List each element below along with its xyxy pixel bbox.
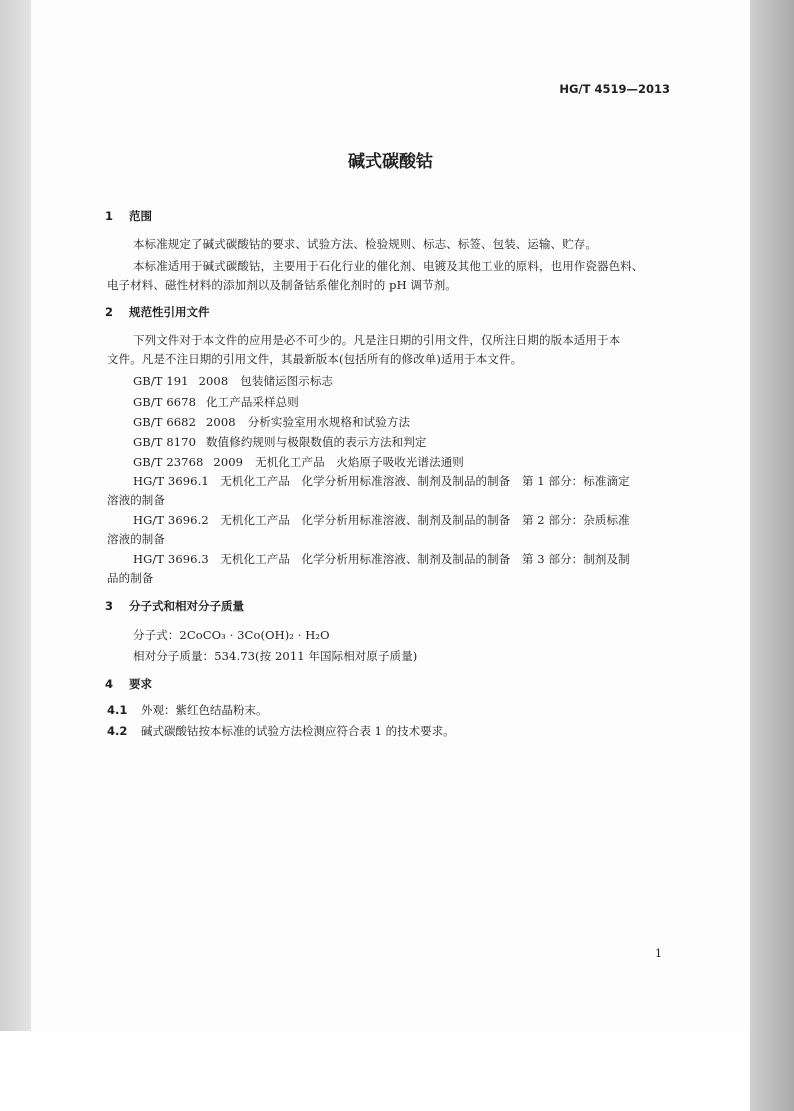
reference-code: GB/T 6682 [133, 415, 197, 429]
section-title: 规范性引用文件 [129, 305, 210, 319]
reference-code: GB/T 6678 [133, 395, 197, 409]
item-number: 4.2 [107, 724, 128, 738]
section-4-heading [105, 676, 152, 692]
item-text: 碱式碳酸钴按本标准的试验方法检测应符合表 1 的技术要求。 [141, 724, 455, 738]
section-1-heading [105, 208, 152, 224]
item-number: 4.1 [107, 703, 128, 717]
reference-line: 溶液的制备 [107, 532, 165, 546]
scan-right-margin [750, 0, 794, 1111]
reference-item [133, 414, 410, 430]
reference-item [133, 373, 333, 389]
section-number: 1 [105, 209, 114, 223]
document-title: 碱式碳酸钴 [348, 152, 433, 172]
requirement-item [107, 702, 268, 718]
reference-code: GB/T 191 [133, 374, 189, 388]
reference-line: HG/T 3696.2 无机化工产品 化学分析用标准溶液、制剂及制品的制备 第 2 部分：杂质标准 [133, 513, 630, 527]
reference-title: 化工产品采样总则 [206, 395, 299, 409]
reference-year: 2009 [213, 455, 244, 469]
reference-code: GB/T 8170 [133, 435, 197, 449]
requirement-item [107, 723, 455, 739]
paragraph-line: 本标准规定了碱式碳酸钴的要求、试验方法、检验规则、标志、标签、包装、运输、贮存。 [133, 237, 597, 251]
section-title: 要求 [129, 677, 152, 691]
section-number: 2 [105, 305, 114, 319]
document-page [31, 0, 750, 1031]
reference-title: 包装储运图示标志 [240, 374, 334, 388]
section-title: 分子式和相对分子质量 [129, 599, 244, 613]
scan-bottom-margin [0, 1031, 750, 1111]
reference-title: 数值修约规则与极限数值的表示方法和判定 [206, 435, 427, 449]
scan-left-margin [0, 0, 31, 1031]
paragraph-line: 本标准适用于碱式碳酸钴，主要用于石化行业的催化剂、电镀及其他工业的原料，也用作瓷器色料、 [133, 259, 644, 273]
reference-item [133, 454, 464, 470]
reference-code: GB/T 23768 [133, 455, 204, 469]
section-number: 4 [105, 677, 114, 691]
section-3-heading [105, 598, 244, 614]
section-title: 范围 [129, 209, 152, 223]
paragraph-line: 文件。凡是不注日期的引用文件，其最新版本(包括所有的修改单)适用于本文件。 [107, 352, 523, 366]
molecular-mass: 相对分子质量：534.73(按 2011 年国际相对原子质量) [133, 649, 418, 663]
reference-year: 2008 [198, 374, 229, 388]
page-number: 1 [655, 947, 662, 960]
paragraph-line: 电子材料、磁性材料的添加剂以及制备钴系催化剂时的 pH 调节剂。 [107, 278, 457, 292]
reference-title: 无机化工产品 火焰原子吸收光谱法通则 [255, 455, 464, 469]
reference-title: 分析实验室用水规格和试验方法 [247, 415, 411, 429]
item-text: 外观：紫红色结晶粉末。 [141, 703, 268, 717]
reference-line: 品的制备 [107, 571, 154, 585]
molecular-formula: 分子式：2CoCO₃ · 3Co(OH)₂ · H₂O [133, 628, 330, 642]
section-number: 3 [105, 599, 114, 613]
reference-item [133, 394, 299, 410]
reference-year: 2008 [206, 415, 236, 429]
section-2-heading [105, 304, 210, 320]
reference-line: HG/T 3696.1 无机化工产品 化学分析用标准溶液、制剂及制品的制备 第 1 部分：标准滴定 [133, 474, 630, 488]
reference-line: 溶液的制备 [107, 493, 165, 507]
reference-item [133, 434, 426, 450]
reference-line: HG/T 3696.3 无机化工产品 化学分析用标准溶液、制剂及制品的制备 第 3 部分：制剂及制 [133, 552, 630, 566]
paragraph-line: 下列文件对于本文件的应用是必不可少的。凡是注日期的引用文件，仅所注日期的版本适用于本 [133, 333, 621, 347]
document-number: HG/T 4519—2013 [559, 82, 670, 96]
